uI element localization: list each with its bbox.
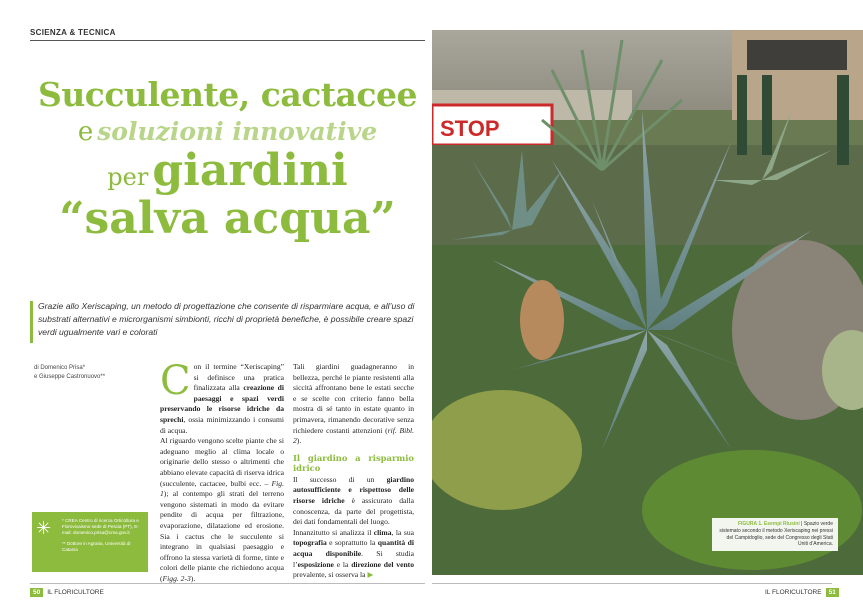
author-2 [34,373,105,382]
author-1 [34,364,105,373]
continue-arrow-icon: ▶ [367,570,374,580]
caption-text: Spazio verde sistemato secondo il metodo Xeriscaping nei pressi del Campidoglio, sede del Congresso degli Stati Uniti d’America. [719,521,833,548]
body-paragraph-1 [160,358,285,436]
bollard-2 [762,75,772,155]
p5-text-f: quantità di acqua disponibile [293,538,414,558]
title-line-2-b: soluzioni innovative [97,117,378,146]
footer-rule-left [30,583,425,584]
lead-paragraph: Grazie allo Xeriscaping, un metodo di progettazione che consente di risparmiare acqua, e all’uso di substrati alternativi e microrganismi simbionti, ricchi di proprietà benefiche, è possibile creare spazi verdi ugualmente vari e colorati [38,301,415,337]
p4-text-c: è assicurato dalla conoscenza, da parte del progettista, dei dati fondamentali del luogo. [293,495,414,527]
author-1-prefix: di [34,365,39,371]
p4-text-b: giardino autosufficiente e rispettoso delle risorse idriche [293,474,414,505]
section-rule [30,40,425,41]
p2-figs-ref: Figg. 2-3 [162,573,191,583]
author-2-name: Giuseppe Castronuovo** [39,374,106,380]
p3-text-a: Tali giardini guadagneranno in bellezza, perché le piante resistenti alla siccità affrontano bene le estati secche e se scelte con criterio fanno bella mostra di sé tanto in estate quanto in primavera, rimanendo decorative senza richiedere costanti attenzioni ( [293,362,414,435]
building-window [747,40,847,70]
bollard-3 [837,75,849,165]
title-line-2-a: e [77,117,94,147]
p1-text-a: on il termine “Xeriscaping” si definisce una pratica finalizzata alla [193,362,284,393]
authors [34,364,105,382]
p5-text-c: , la sua [391,527,414,537]
p3-bibl-ref: rif. Bibl. 2 [293,425,414,446]
section-label: SCIENZA & TECNICA [30,28,116,37]
dropcap: C [160,358,191,404]
bollard-1 [737,75,747,155]
footer-left [30,588,104,597]
subheading: Il giardino a risparmio idrico [293,452,414,473]
p5-text-e: e soprattutto la [326,538,378,548]
p2-text-a: Al riguardo vengono scelte piante che si adeguano meglio al clima locale o originarie dello stesso o altrimenti che abbiano elevate capacità di riserva idrica (succulente, cactacee, bulbi ecc. – [160,436,284,488]
garden-photo-svg [432,30,863,575]
footer-label-right: IL FLORICULTORE [765,589,822,596]
p5-text-b: clima [373,527,392,537]
body-column-2 [293,362,414,581]
p2-fig-ref: Fig. 1 [160,478,284,499]
body-paragraph-3 [293,362,414,447]
title-line-3-a: per [107,163,149,191]
caption-label: FIGURA 1. Esempi Riusini [737,521,800,527]
footer-rule-right [432,583,832,584]
photo-caption: FIGURA 1. Esempi Riusini | Spazio verde sistemato secondo il metodo Xeriscaping nei pressi del Campidoglio, sede del Congresso degli Stati Uniti d’America. [712,518,838,551]
boulder [520,280,564,360]
p5-text-j: direzione del vento [351,559,415,569]
lead-accent-bar [30,301,33,343]
p5-text-h: esposizione [297,559,334,569]
author-2-prefix: e [34,374,38,380]
p5-text-a: Innanzitutto si analizza il [293,527,374,537]
p1-text-c: , ossia minimizzando i consumi di acqua. [160,414,284,435]
body-column-1 [160,358,285,584]
p1-text-b: creazione di paesaggi e spazi verdi preservando le risorse idriche da sprechi [160,383,285,424]
asterisk-icon: ✳ [36,518,52,538]
page-number-left: 50 [30,588,43,597]
title-line-4: “salva acqua” [59,193,396,244]
footer-label-left: IL FLORICULTORE [47,589,104,596]
fern-cluster [642,450,862,570]
article-title [30,75,425,244]
body-paragraph-4 [293,475,414,528]
p4-text-a: Il successo di un [293,474,387,484]
title-line-2 [30,119,425,145]
garden-photo [432,30,863,575]
p2-text-b: ); al contempo gli strati del terreno vengono sistemati in modo da evitare pendite di acqua per filtrazione, evaporazione, dilatazione ed erosione. Sia i cactus che le succulente si integrano in qualsiasi paesaggio e offrono la stessa varietà di forme, tinte e colori delle piante che richiedono acqua ( [160,489,284,583]
title-line-3 [30,145,425,196]
p2-text-c: ). [190,573,196,583]
p5-text-k: prevalente, si osserva la [293,570,366,580]
affiliation-1: * CREA Centro di ricerca Orticoltura e Florovivaismo sede di Pescia (PT), E-mail: domenico.prisa@crea.gov.it [62,518,139,536]
footer-right [765,588,839,597]
stop-sign-text: STOP [440,116,500,141]
affiliations-box [32,512,148,572]
affiliations-text [62,518,146,553]
page-number-right: 51 [826,588,839,597]
p5-text-i: e la [333,559,352,569]
body-paragraph-5 [293,528,414,581]
p3-text-b: ). [296,436,302,446]
title-line-3-b: giardini [152,145,348,196]
p5-text-d: topografia [293,538,327,548]
title-line-1: Succulente, cactacee [37,75,418,114]
p5-text-g: . Si studia l’ [293,548,415,569]
affiliation-2: ** Dottore in Agraria, Università di Catania [62,540,131,552]
body-paragraph-2 [160,436,284,584]
author-1-name: Domenico Prisa* [40,365,86,371]
